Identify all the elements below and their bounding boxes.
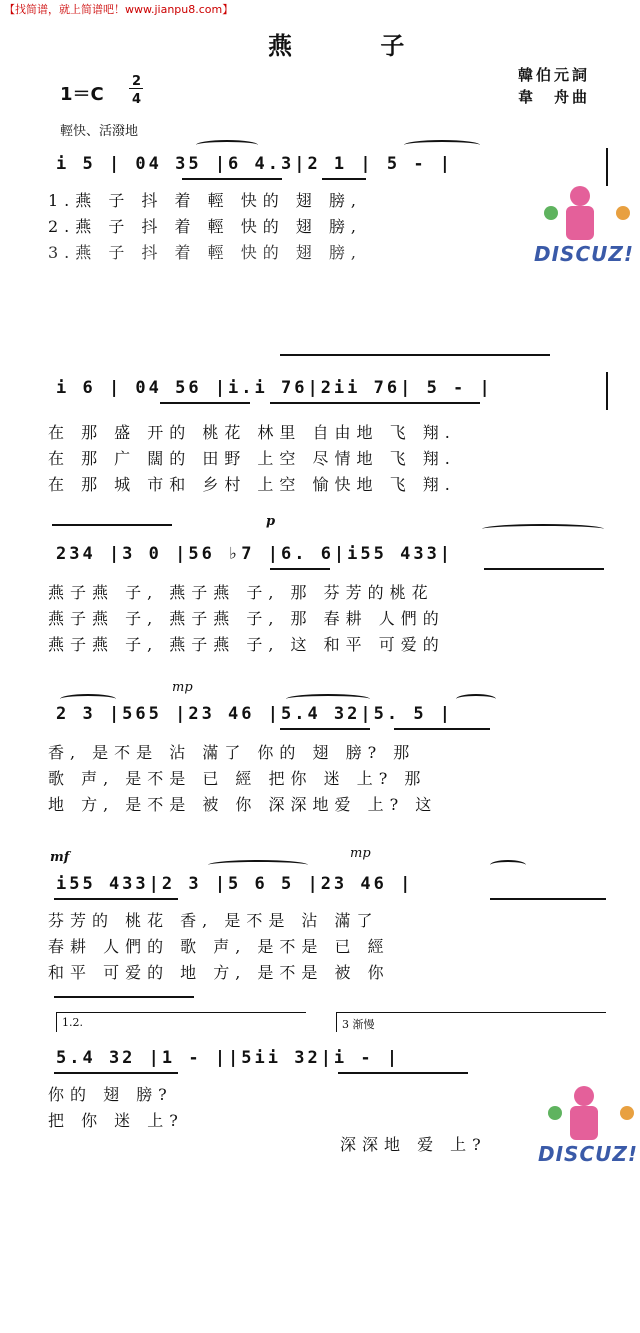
composer-credit: 韋 舟曲 [518,88,591,106]
system-1-notes: i 5 | 04 35 |6 4.3|2 1 | 5 - | [56,154,454,174]
system-1-lyric-2: 2.燕 子 抖 着 輕 快的 翅 膀, [48,217,362,236]
system-1-lyric-3: 3.燕 子 抖 着 輕 快的 翅 膀, [48,243,362,262]
discuz-logo [530,186,640,266]
song-title: 燕 子 [268,31,445,60]
time-signature-top: 2 [132,74,142,89]
system-6-lyric-1: 你的 翅 膀? [48,1085,173,1104]
system-5-lyric-1: 芬芳的 桃花 香, 是不是 沾 滿了 [48,911,379,930]
key-signature: 1＝C [60,84,104,105]
dynamic-p: p [266,514,276,529]
system-3-lyric-1: 燕子燕 子, 燕子燕 子, 那 芬芳的桃花 [48,583,434,602]
system-2-lyric-3: 在 那 城 市和 乡村 上空 愉快地 飞 翔. [48,475,456,494]
tempo-marking: 輕快、活潑地 [60,124,139,139]
dynamic-mp: mp [172,680,193,695]
system-5-notes: i55 433|2 3 |5 6 5 |23 46 | [56,874,414,894]
volta-3: 3 渐慢 [342,1018,375,1031]
dynamic-mf: mf [50,850,70,865]
system-3-notes: 234 |3 0 |56 ♭7 |6. 6|i55 433| [56,544,454,564]
system-6-lyric-end: 深深地 爱 上? [340,1135,487,1154]
volta-1-2: 1.2. [62,1016,83,1029]
system-6-notes: 5.4 32 |1 - ||5ii 32|i - | [56,1048,401,1068]
site-banner: 【找简谱，就上简谱吧！www.jianpu8.com】 [4,3,234,16]
time-signature-bottom: 4 [132,92,142,107]
system-3-lyric-2: 燕子燕 子, 燕子燕 子, 那 春耕 人們的 [48,609,445,628]
dynamic-mp-2: mp [350,846,371,861]
discuz-logo-text-2: DISCUZ! [538,1142,638,1166]
lyricist-credit: 韓伯元詞 [518,66,591,84]
system-2-lyric-1: 在 那 盛 开的 桃花 林里 自由地 飞 翔. [48,423,456,442]
discuz-logo-2 [534,1086,640,1166]
system-4-lyric-2: 歌 声, 是不是 已 經 把你 迷 上? 那 [48,769,427,788]
system-5-lyric-3: 和平 可爱的 地 方, 是不是 被 你 [48,963,390,982]
system-6-lyric-2: 把 你 迷 上? [48,1111,184,1130]
system-4-notes: 2 3 |565 |23 46 |5.4 32|5. 5 | [56,704,454,724]
system-1-lyric-1: 1.燕 子 抖 着 輕 快的 翅 膀, [48,191,362,210]
system-4-lyric-3: 地 方, 是不是 被 你 深深地爱 上? 这 [48,795,438,814]
system-3-lyric-3: 燕子燕 子, 燕子燕 子, 这 和平 可爱的 [48,635,445,654]
system-5-lyric-2: 春耕 人們的 歌 声, 是不是 已 經 [48,937,390,956]
system-4-lyric-1: 香, 是不是 沾 滿了 你的 翅 膀? 那 [48,743,416,762]
system-2-lyric-2: 在 那 广 闊的 田野 上空 尽情地 飞 翔. [48,449,456,468]
system-2-notes: i 6 | 04 56 |i.i 76|2ii 76| 5 - | [56,378,493,398]
discuz-logo-text: DISCUZ! [534,242,634,266]
